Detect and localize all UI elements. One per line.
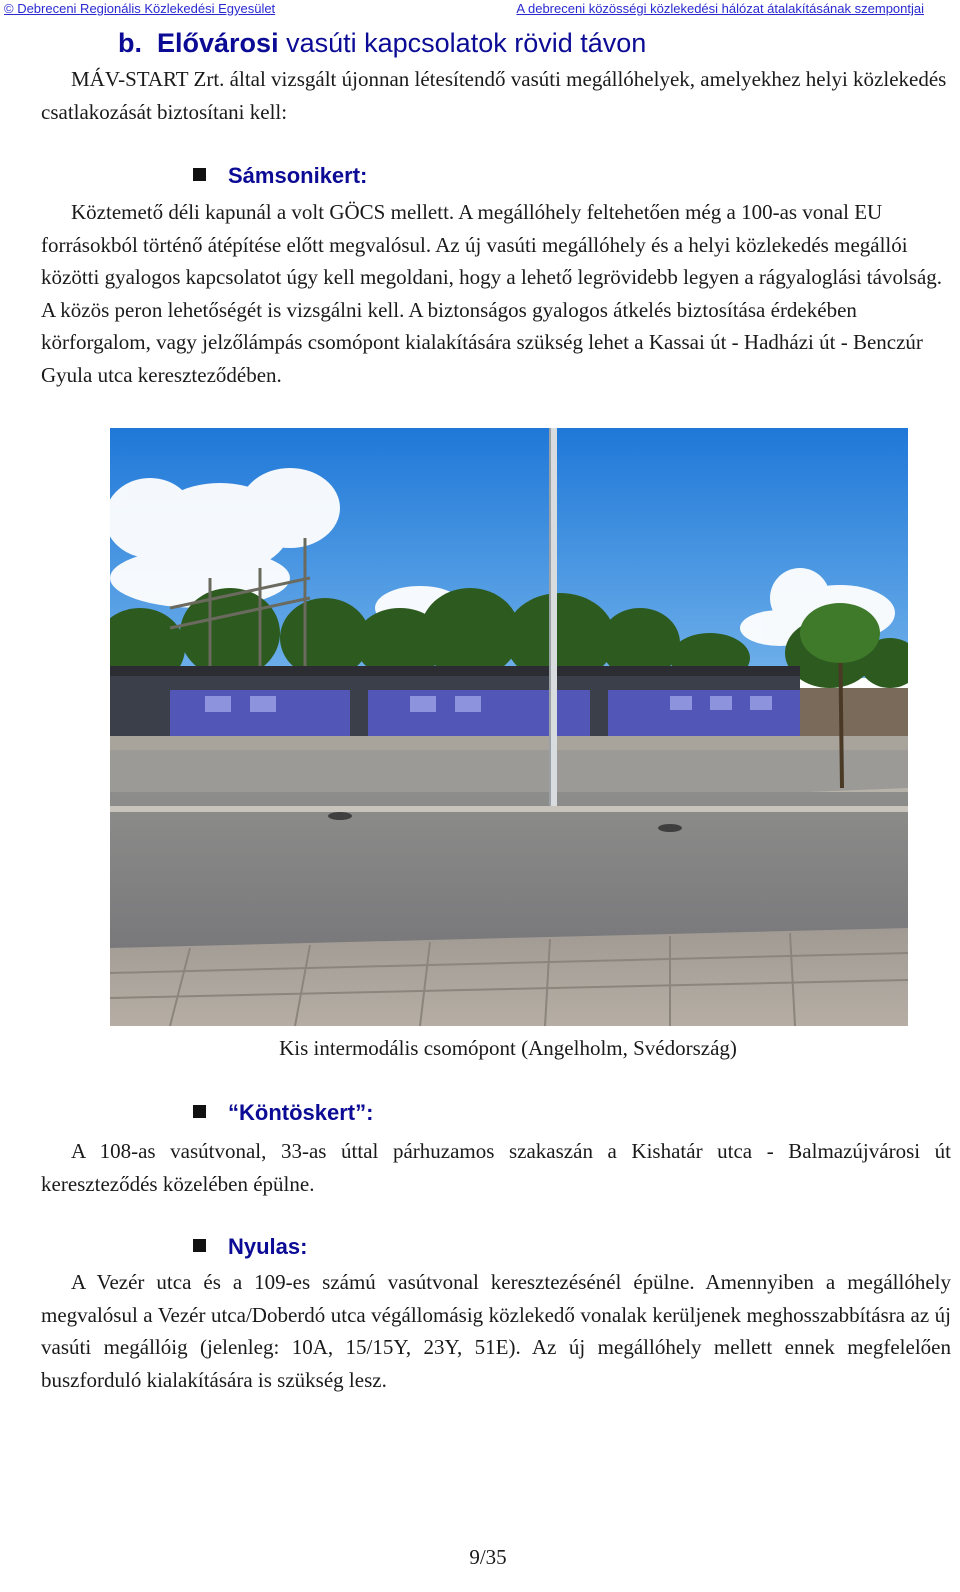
square-bullet-icon: [193, 1105, 206, 1118]
samsonikert-heading: [193, 163, 367, 189]
section-heading: [118, 28, 646, 59]
header-copyright-link[interactable]: © Debreceni Regionális Közlekedési Egyesület: [4, 1, 276, 16]
intro-paragraph: MÁV-START Zrt. által vizsgált újonnan létesítendő vasúti megállóhelyek, amelyekhez helyi közlekedés csatlakozását biztosítani kell:: [41, 67, 947, 124]
kontoskert-paragraph: A 108-as vasútvonal, 33-as úttal párhuzamos szakaszán a Kishatár utca - Balmazújvárosi út kereszteződés közelében épülne.: [41, 1139, 951, 1196]
page-header: [0, 0, 960, 18]
kontoskert-title: “Köntöskert”:: [228, 1100, 374, 1125]
section-title-rest: vasúti kapcsolatok rövid távon: [286, 28, 647, 58]
station-photo: [110, 428, 908, 1026]
header-title-link[interactable]: A debreceni közösségi közlekedési hálózat átalakításának szempontjai: [516, 1, 924, 16]
section-letter: b.: [118, 28, 142, 58]
square-bullet-icon: [193, 1239, 206, 1252]
nyulas-heading: [193, 1234, 307, 1260]
samsonikert-paragraph: Köztemető déli kapunál a volt GÖCS mellett. A megállóhely feltehetően még a 100-as vonal EU forrásokból történő átépítése előtt megvalósul. Az új vasúti megállóhely és a helyi közlekedés megállói közötti gyalogos kapcsolatot úgy kell megoldani, hogy a lehető legrövidebb legyen a rágyaloglási távolság. A közös peron lehetőségét is vizsgálni kell. A biztonságos gyalogos átkelés biztosítása érdekében körforgalom, vagy jelzőlámpás csomópont kialakítására szükség lehet a Kassai út - Hadházi út - Benczúr Gyula utca kereszteződében.: [41, 200, 943, 387]
square-bullet-icon: [193, 168, 206, 181]
nyulas-paragraph: A Vezér utca és a 109-es számú vasútvonal keresztezésénél épülne. Amennyiben a megállóhely megvalósul a Vezér utca/Doberdó utca végállomásig közlekedő vonalak kerüljenek meghosszabbításra az új vasúti megállóig (jelenleg: 10A, 15/15Y, 23Y, 51E). Az új megállóhely mellett ennek megfelelően buszforduló kialakítására is szükség lesz.: [41, 1270, 951, 1392]
nyulas-title: Nyulas:: [228, 1234, 308, 1259]
page-number: 9/35: [469, 1545, 507, 1569]
section-title-bold: Elővárosi: [157, 28, 279, 58]
kontoskert-heading: [193, 1100, 373, 1126]
figure-caption: Kis intermodális csomópont (Angelholm, Svédország): [279, 1036, 737, 1060]
samsonikert-title: Sámsonikert:: [228, 163, 368, 188]
